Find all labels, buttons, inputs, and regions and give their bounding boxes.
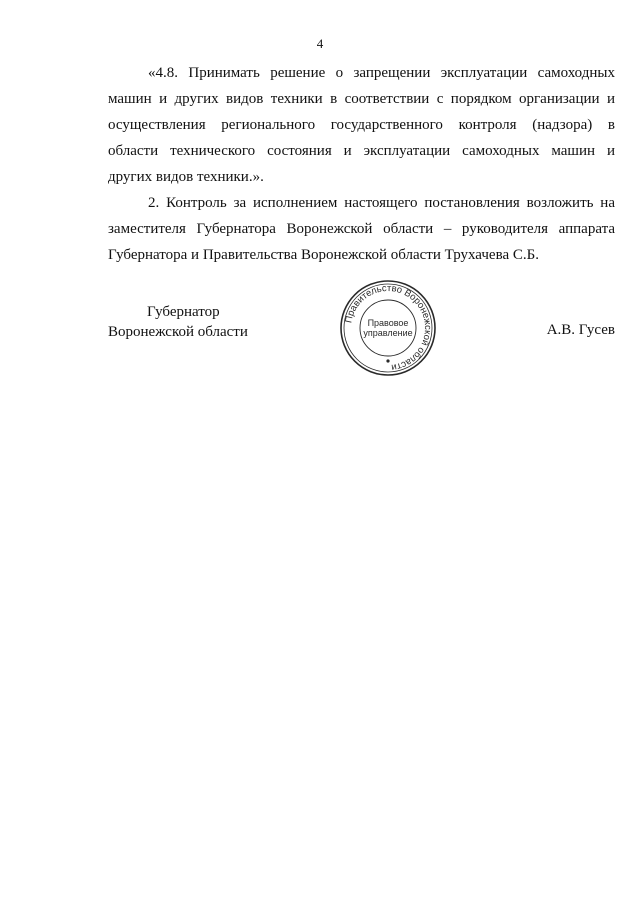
signatory-title-line2: Воронежской области xyxy=(108,324,248,340)
page-number: 4 xyxy=(316,36,324,51)
text-line: Губернатора и Правительства Воронежской области Трухачева С.Б. xyxy=(108,247,539,263)
seal-center-line2: управление xyxy=(363,328,413,338)
signatory-title-line1: Губернатор xyxy=(147,304,220,320)
paragraph-control xyxy=(108,190,615,268)
text-line: области технического состояния и эксплуатации самоходных машин и xyxy=(108,143,615,159)
text-line: «4.8. Принимать решение о запрещении эксплуатации самоходных xyxy=(148,65,615,81)
text-line: машин и других видов техники в соответствии с порядком организации и xyxy=(108,91,615,107)
seal-ring-text: Правительство Воронежской области xyxy=(343,282,434,373)
text-line: других видов техники.». xyxy=(108,169,264,185)
official-seal xyxy=(338,278,438,378)
signatory-title xyxy=(108,302,248,342)
text-line: осуществления регионального государственного контроля (надзора) в xyxy=(108,117,615,133)
seal-center-line1: Правовое xyxy=(367,318,409,328)
paragraph-amendment xyxy=(108,60,615,190)
seal-star-icon xyxy=(386,359,389,362)
text-line: заместителя Губернатора Воронежской области – руководителя аппарата xyxy=(108,221,615,237)
text-line: 2. Контроль за исполнением настоящего постановления возложить на xyxy=(148,195,615,211)
signatory-name: А.В. Гусев xyxy=(546,322,615,338)
